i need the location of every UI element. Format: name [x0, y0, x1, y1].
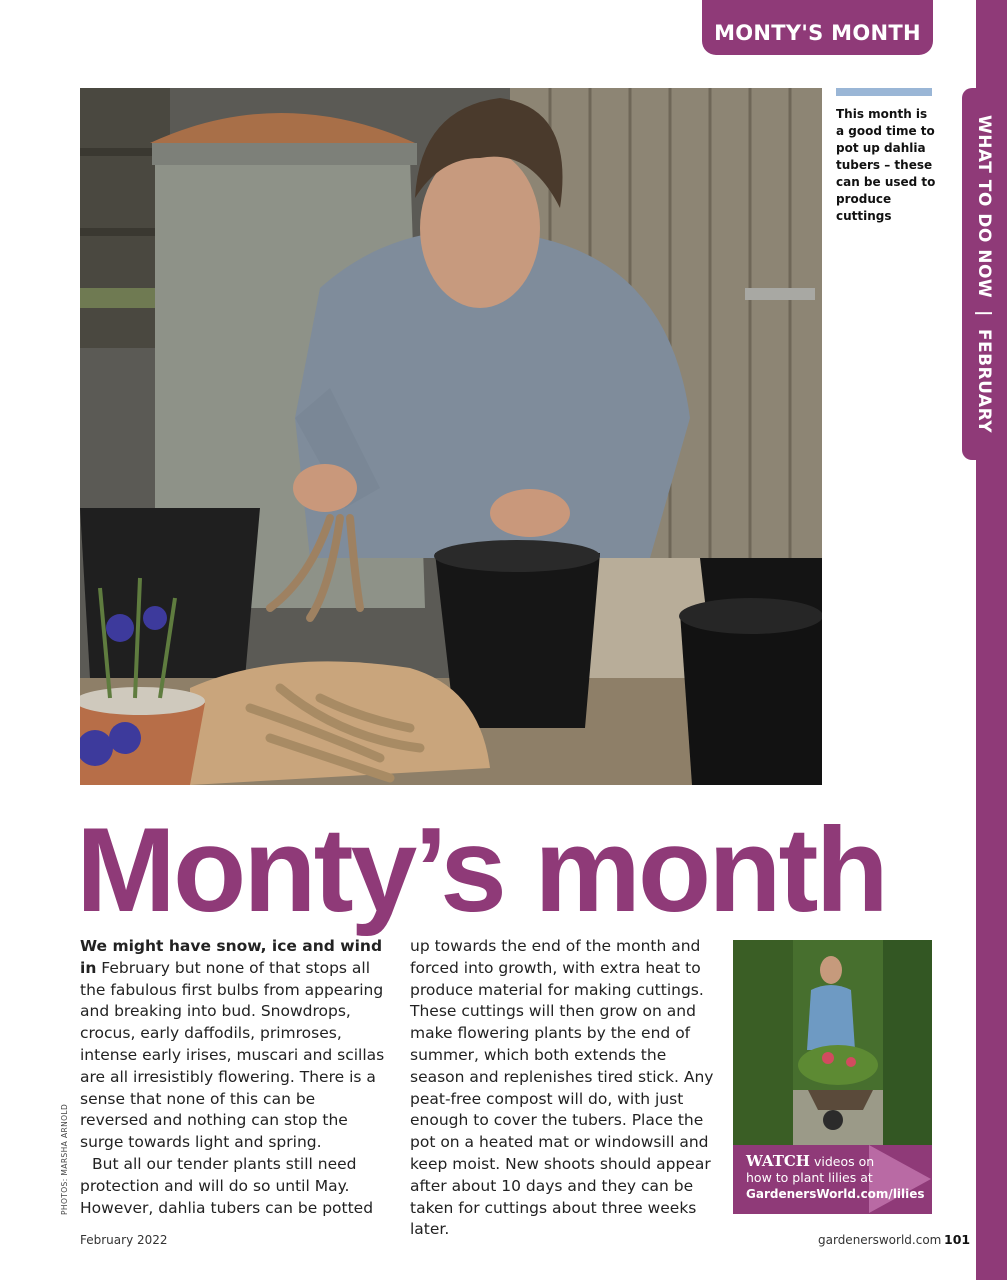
article-column-1	[80, 936, 385, 1219]
hero-photo-illustration	[80, 88, 822, 785]
footer-issue-date: February 2022	[80, 1233, 168, 1247]
hero-photo	[80, 88, 822, 785]
photo-caption: This month is a good time to pot up dahlia tubers – these can be used to produce cuttings	[836, 107, 936, 223]
photo-credit: PHOTOS: MARSHA ARNOLD	[60, 1103, 69, 1215]
promo-text	[746, 1153, 926, 1202]
article-lead: We might have snow, ice and wind in	[80, 937, 383, 977]
promo-line2: how to plant lilies at	[746, 1170, 873, 1185]
side-tab-what-to-do-now: WHAT TO DO NOW	[974, 114, 994, 299]
side-section-label	[974, 115, 994, 433]
promo-photo	[733, 940, 932, 1145]
footer-website[interactable]: gardenersworld.com	[818, 1233, 942, 1247]
side-tab-separator: |	[974, 310, 994, 317]
article-title: Monty’s month	[76, 803, 886, 937]
section-header-tab: MONTY'S MONTH	[702, 0, 933, 55]
caption-accent-bar	[836, 88, 932, 96]
article-column-2	[410, 936, 720, 1241]
page-number: 101	[944, 1232, 971, 1247]
watch-promo-box[interactable]	[733, 940, 932, 1214]
side-tab-month: FEBRUARY	[974, 328, 994, 434]
promo-watch-label: WATCH	[746, 1152, 810, 1170]
article-col1-para2: But all our tender plants still need protection and will do so until May. However, dahlia tubers can be potted	[80, 1154, 374, 1217]
article-col1-text: February but none of that stops all the fabulous first bulbs from appearing and breaking into bud. Snowdrops, crocus, early daffodils, primroses, intense early irises, muscari and scillas are all irresistibly flowering. There is a sense that none of this can be reversed and nothing can stop the surge towards light and spring.	[80, 958, 385, 1152]
article-col2-text: up towards the end of the month and forced into growth, with extra heat to produce material for making cuttings. These cuttings will then grow on and make flowering plants by the end of summer, which both extends the season and replenishes tired stick. Any peat-free compost will do, with just enough to cover the tubers. Place the pot on a heated mat or windowsill and keep moist. New shoots should appear after about 10 days and they can be taken for cuttings about three weeks later.	[410, 937, 714, 1239]
promo-line1: videos on	[813, 1154, 875, 1169]
promo-url-link[interactable]: GardenersWorld.com/lilies	[746, 1187, 925, 1201]
